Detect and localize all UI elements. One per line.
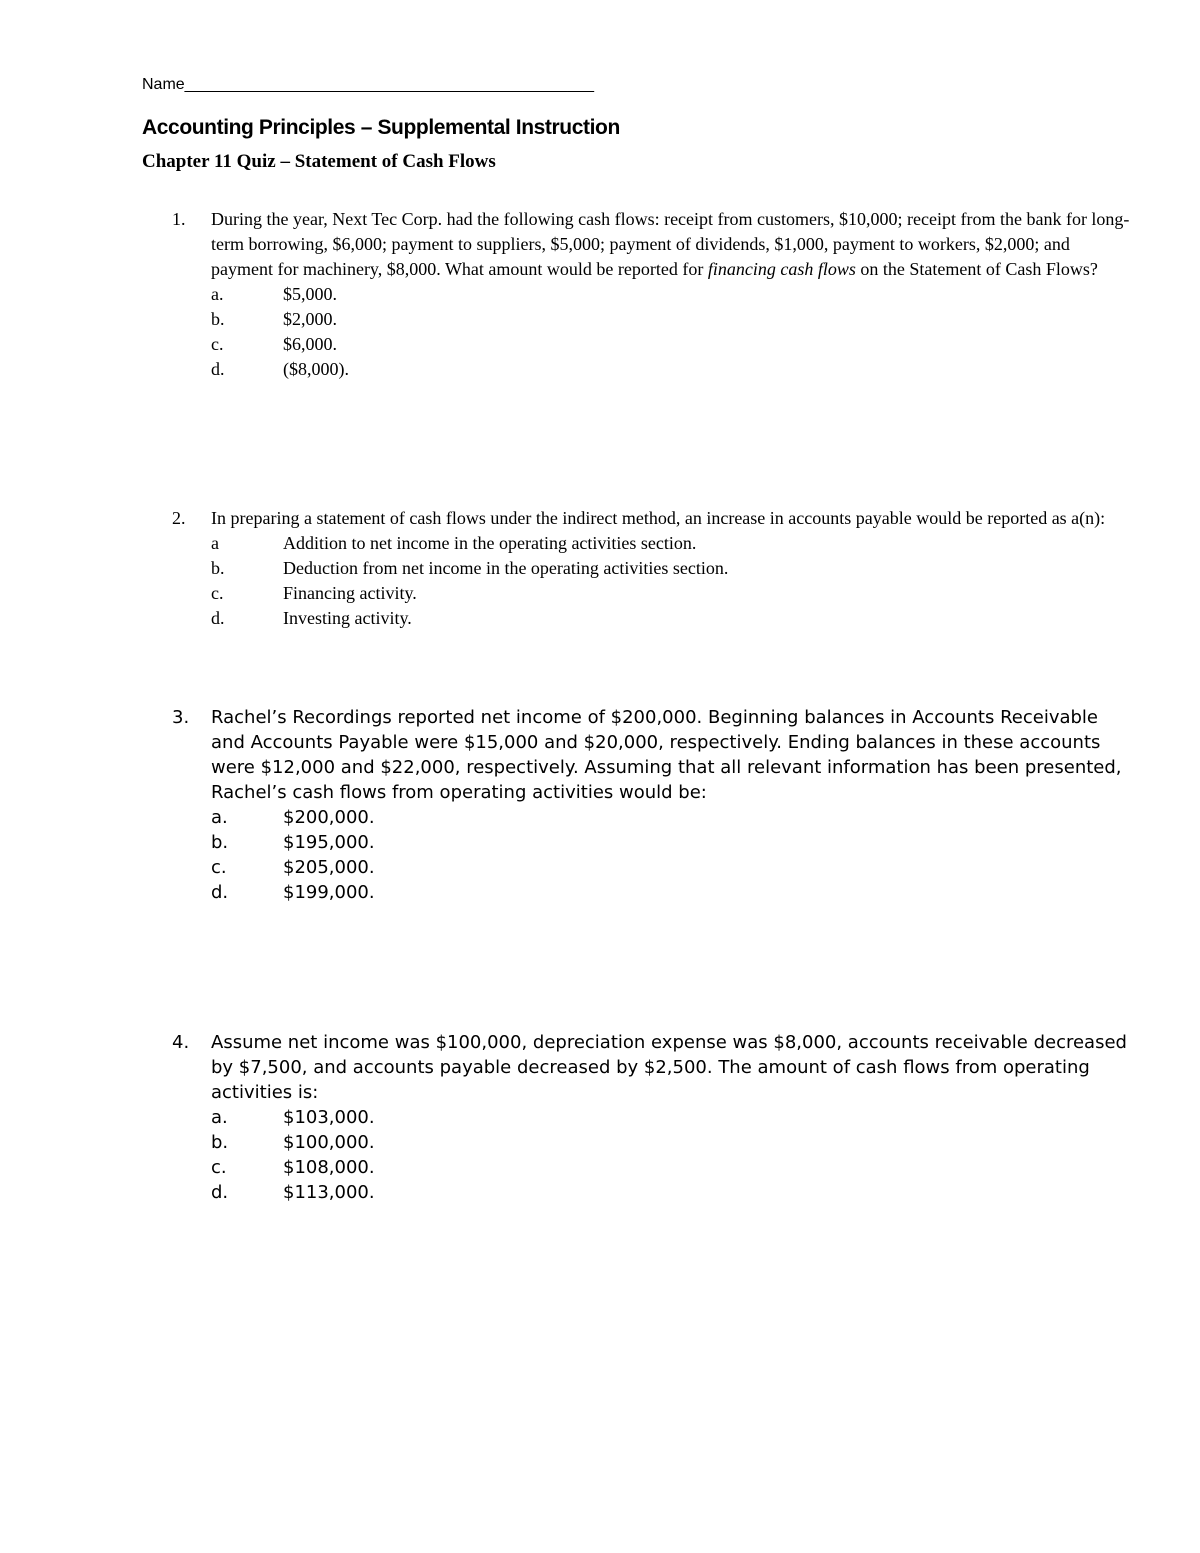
answer-option-d: d. ($8,000).: [211, 359, 349, 379]
answer-option-a: a. $103,000.: [211, 1107, 375, 1128]
question-2: [172, 506, 1132, 631]
answer-options: [172, 1105, 1132, 1205]
question-text: During the year, Next Tec Corp. had the following cash flows: receipt from customers, $10,000; receipt from the bank for long-term borrowing, $6,000; payment to suppliers, $5,000; payment of dividends, $1,000, payment to workers, $2,000; and payment for machinery, $8,000. What amount would be reported for financing cash flows on the Statement of Cash Flows?: [211, 209, 1130, 279]
question-emphasis: financing cash flows: [707, 259, 856, 279]
question-text: In preparing a statement of cash flows under the indirect method, an increase in accounts payable would be reported as a(n):: [211, 508, 1106, 528]
answer-option-c: c. Financing activity.: [211, 583, 417, 603]
name-line: Name______________________________________________: [142, 76, 595, 93]
answer-options: [172, 531, 1132, 631]
answer-option-a: a. $5,000.: [211, 284, 337, 304]
answer-option-b: b. $100,000.: [211, 1132, 375, 1153]
answer-option-a: a Addition to net income in the operating activities section.: [211, 533, 697, 553]
answer-option-c: c. $6,000.: [211, 334, 337, 354]
answer-option-a: a. $200,000.: [211, 807, 375, 828]
answer-options: [172, 282, 1132, 382]
question-number: 4.: [172, 1032, 190, 1053]
answer-option-b: b. $2,000.: [211, 309, 337, 329]
answer-option-b: b. Deduction from net income in the operating activities section.: [211, 558, 729, 578]
answer-option-d: d. $113,000.: [211, 1182, 375, 1203]
question-1: [172, 207, 1132, 382]
question-text: Rachel’s Recordings reported net income of $200,000. Beginning balances in Accounts Receivable and Accounts Payable were $15,000 and $20,000, respectively. Ending balances in these accounts were $12,000 and $22,000, respectively. Assuming that all relevant information has been presented, Rachel’s cash flows from operating activities would be:: [211, 707, 1122, 803]
question-number: 1.: [172, 209, 186, 229]
answer-option-d: d. Investing activity.: [211, 608, 412, 628]
answer-option-d: d. $199,000.: [211, 882, 375, 903]
document-subtitle: Chapter 11 Quiz – Statement of Cash Flows: [142, 151, 496, 172]
answer-options: [172, 805, 1132, 905]
question-3: [172, 705, 1132, 905]
question-4: [172, 1030, 1132, 1205]
question-number: 3.: [172, 707, 190, 728]
question-number: 2.: [172, 508, 186, 528]
document-title: Accounting Principles – Supplemental Instruction: [142, 116, 620, 139]
answer-option-c: c. $108,000.: [211, 1157, 375, 1178]
answer-option-c: c. $205,000.: [211, 857, 375, 878]
answer-option-b: b. $195,000.: [211, 832, 375, 853]
question-text: Assume net income was $100,000, depreciation expense was $8,000, accounts receivable decreased by $7,500, and accounts payable decreased by $2,500. The amount of cash flows from operating activities is:: [211, 1032, 1127, 1103]
